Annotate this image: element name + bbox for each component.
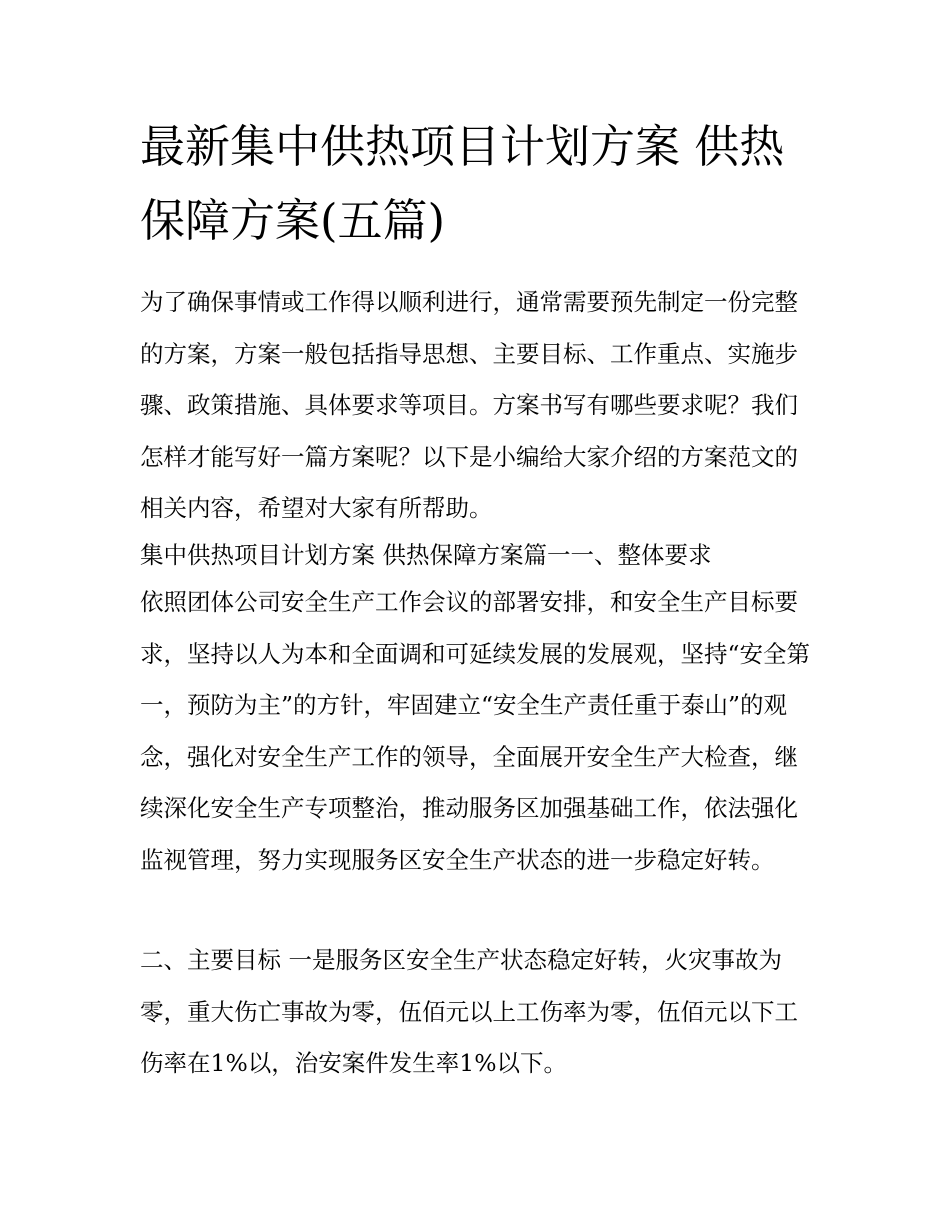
requirements-paragraph: 依照团体公司安全生产工作会议的部署安排，和安全生产目标要求，坚持以人为本和全面调和可延续发展的发展观，坚持“安全第一，预防为主”的方针，牢固建立“安全生产责任重于泰山”的观念，强化对安全生产工作的领导，全面展开安全生产大检查，继续深化安全生产专项整治，推动服务区加强基础工作，依法强化监视管理，努力实现服务区安全生产状态的进一步稳定好转。	[140, 588, 811, 874]
document-title: 最新集中供热项目计划方案 供热保障方案(五篇)	[140, 120, 785, 247]
section-heading-1: 集中供热项目计划方案 供热保障方案篇一一、整体要求	[140, 541, 712, 569]
goals-paragraph: 二、主要目标 一是服务区安全生产状态稳定好转，火灾事故为零，重大伤亡事故为零，伍佰元以上工伤率为零，伍佰元以下工伤率在1%以，治安案件发生率1%以下。	[140, 946, 798, 1077]
intro-paragraph: 为了确保事情或工作得以顺利进行，通常需要预先制定一份完整的方案，方案一般包括指导思想、主要目标、工作重点、实施步骤、政策措施、具体要求等项目。方案书写有哪些要求呢？我们怎样才能写好一篇方案呢？以下是小编给大家介绍的方案范文的相关内容，希望对大家有所帮助。	[140, 288, 798, 522]
